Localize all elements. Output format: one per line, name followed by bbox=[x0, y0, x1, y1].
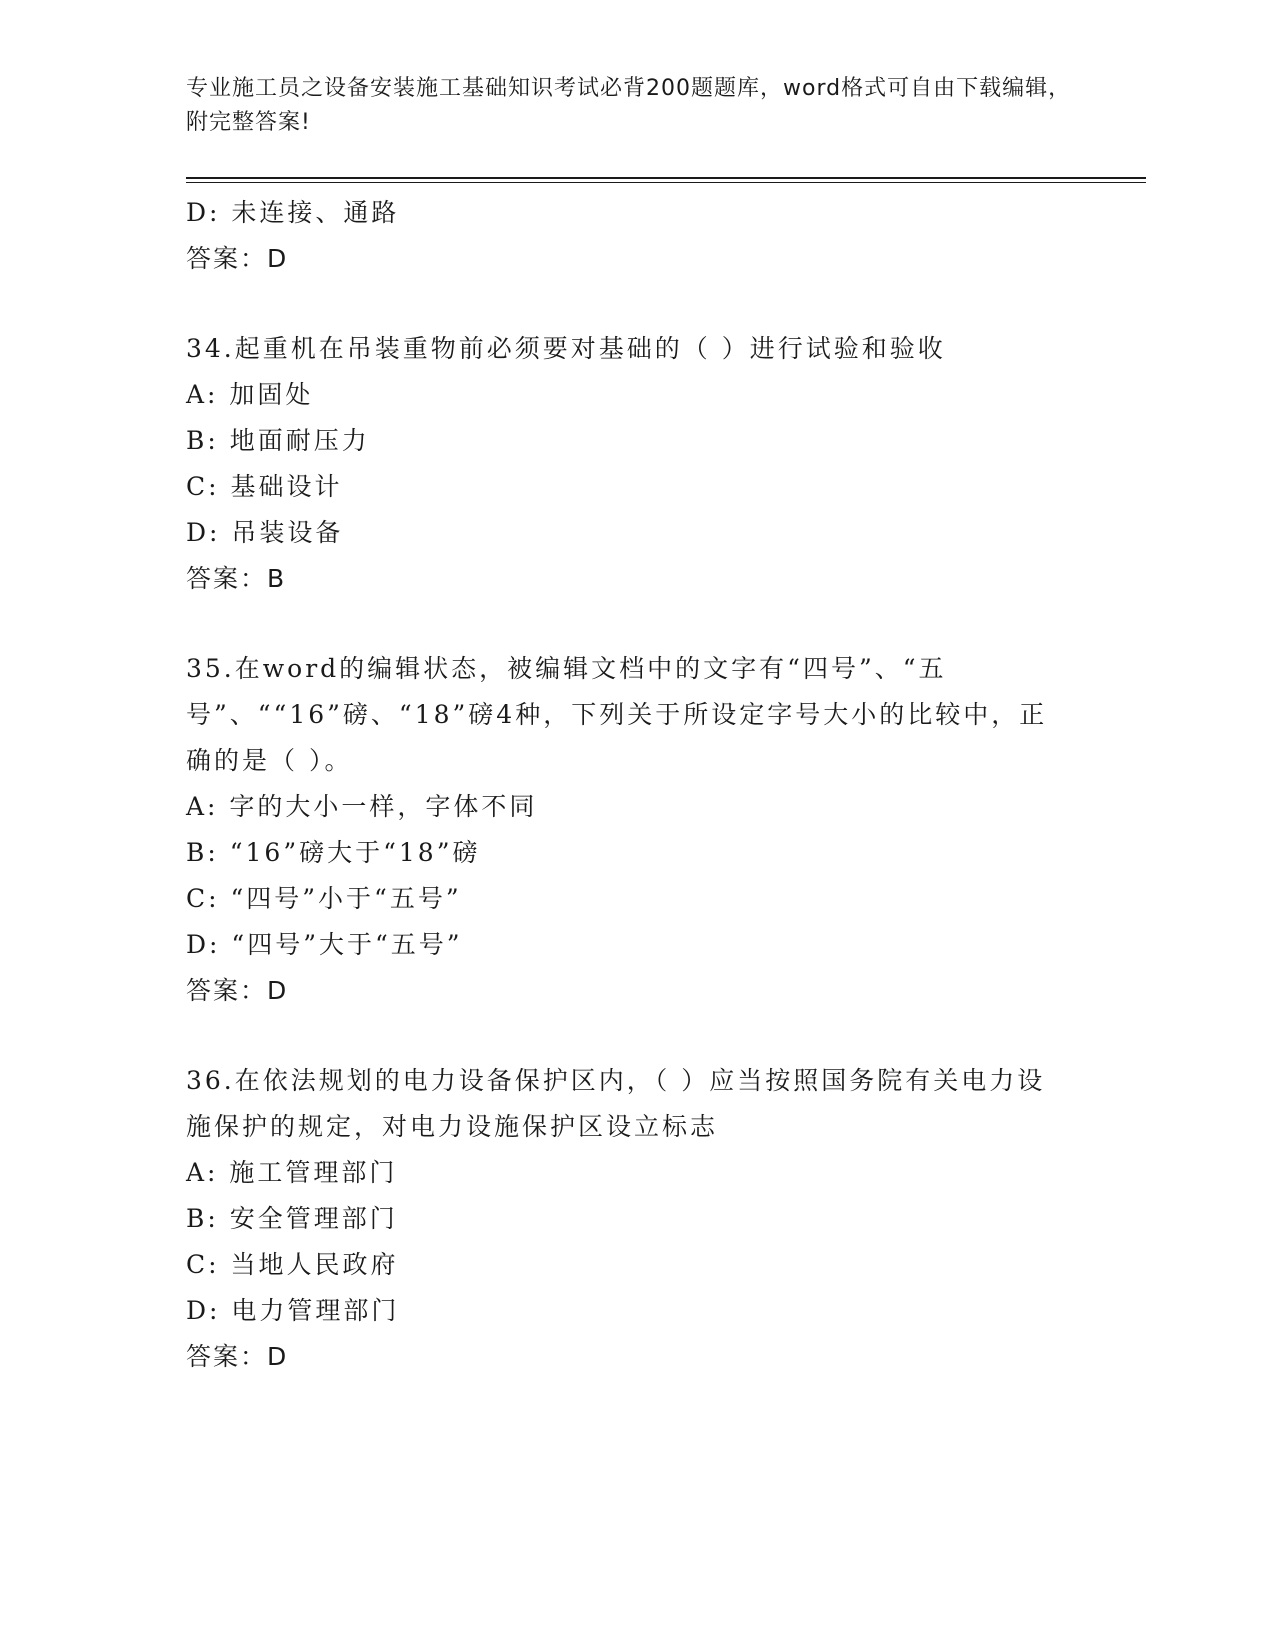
option-d: D: 电力管理部门 bbox=[186, 1296, 400, 1325]
question-stem: 35.在word的编辑状态，被编辑文档中的文字有“四号”、“五号”、““16”磅、“18”磅4种，下列关于所设定字号大小的比较中，正确的是（ ）。 bbox=[186, 654, 1048, 775]
option-d: D: 吊装设备 bbox=[186, 518, 344, 547]
question-35 bbox=[186, 646, 1066, 1014]
option-a: A: 字的大小一样，字体不同 bbox=[186, 792, 538, 821]
question-34 bbox=[186, 326, 1066, 602]
option-c: C: 当地人民政府 bbox=[186, 1250, 399, 1279]
option-b: B: 安全管理部门 bbox=[186, 1204, 398, 1233]
option-b: B: 地面耐压力 bbox=[186, 426, 370, 455]
option-c: C: 基础设计 bbox=[186, 472, 343, 501]
question-stem: 36.在依法规划的电力设备保护区内，（ ）应当按照国务院有关电力设施保护的规定，对电力设施保护区设立标志 bbox=[186, 1066, 1046, 1141]
header-rule bbox=[186, 177, 1146, 183]
question-36 bbox=[186, 1058, 1066, 1380]
answer: 答案：D bbox=[186, 1342, 289, 1371]
answer: 答案：D bbox=[186, 976, 289, 1005]
option-a: A: 加固处 bbox=[186, 380, 314, 409]
option-a: A: 施工管理部门 bbox=[186, 1158, 398, 1187]
previous-answer: 答案：D bbox=[186, 244, 289, 273]
previous-option-d: D: 未连接、通路 bbox=[186, 198, 400, 227]
option-c: C: “四号”小于“五号” bbox=[186, 884, 462, 913]
option-d: D: “四号”大于“五号” bbox=[186, 930, 463, 959]
page-header: 专业施工员之设备安装施工基础知识考试必背200题题库，word格式可自由下载编辑，附完整答案! bbox=[186, 76, 1072, 135]
option-b: B: “16”磅大于“18”磅 bbox=[186, 838, 481, 867]
document-body bbox=[186, 190, 1066, 1380]
question-stem: 34.起重机在吊装重物前必须要对基础的（ ）进行试验和验收 bbox=[186, 334, 946, 363]
answer: 答案：B bbox=[186, 564, 287, 593]
